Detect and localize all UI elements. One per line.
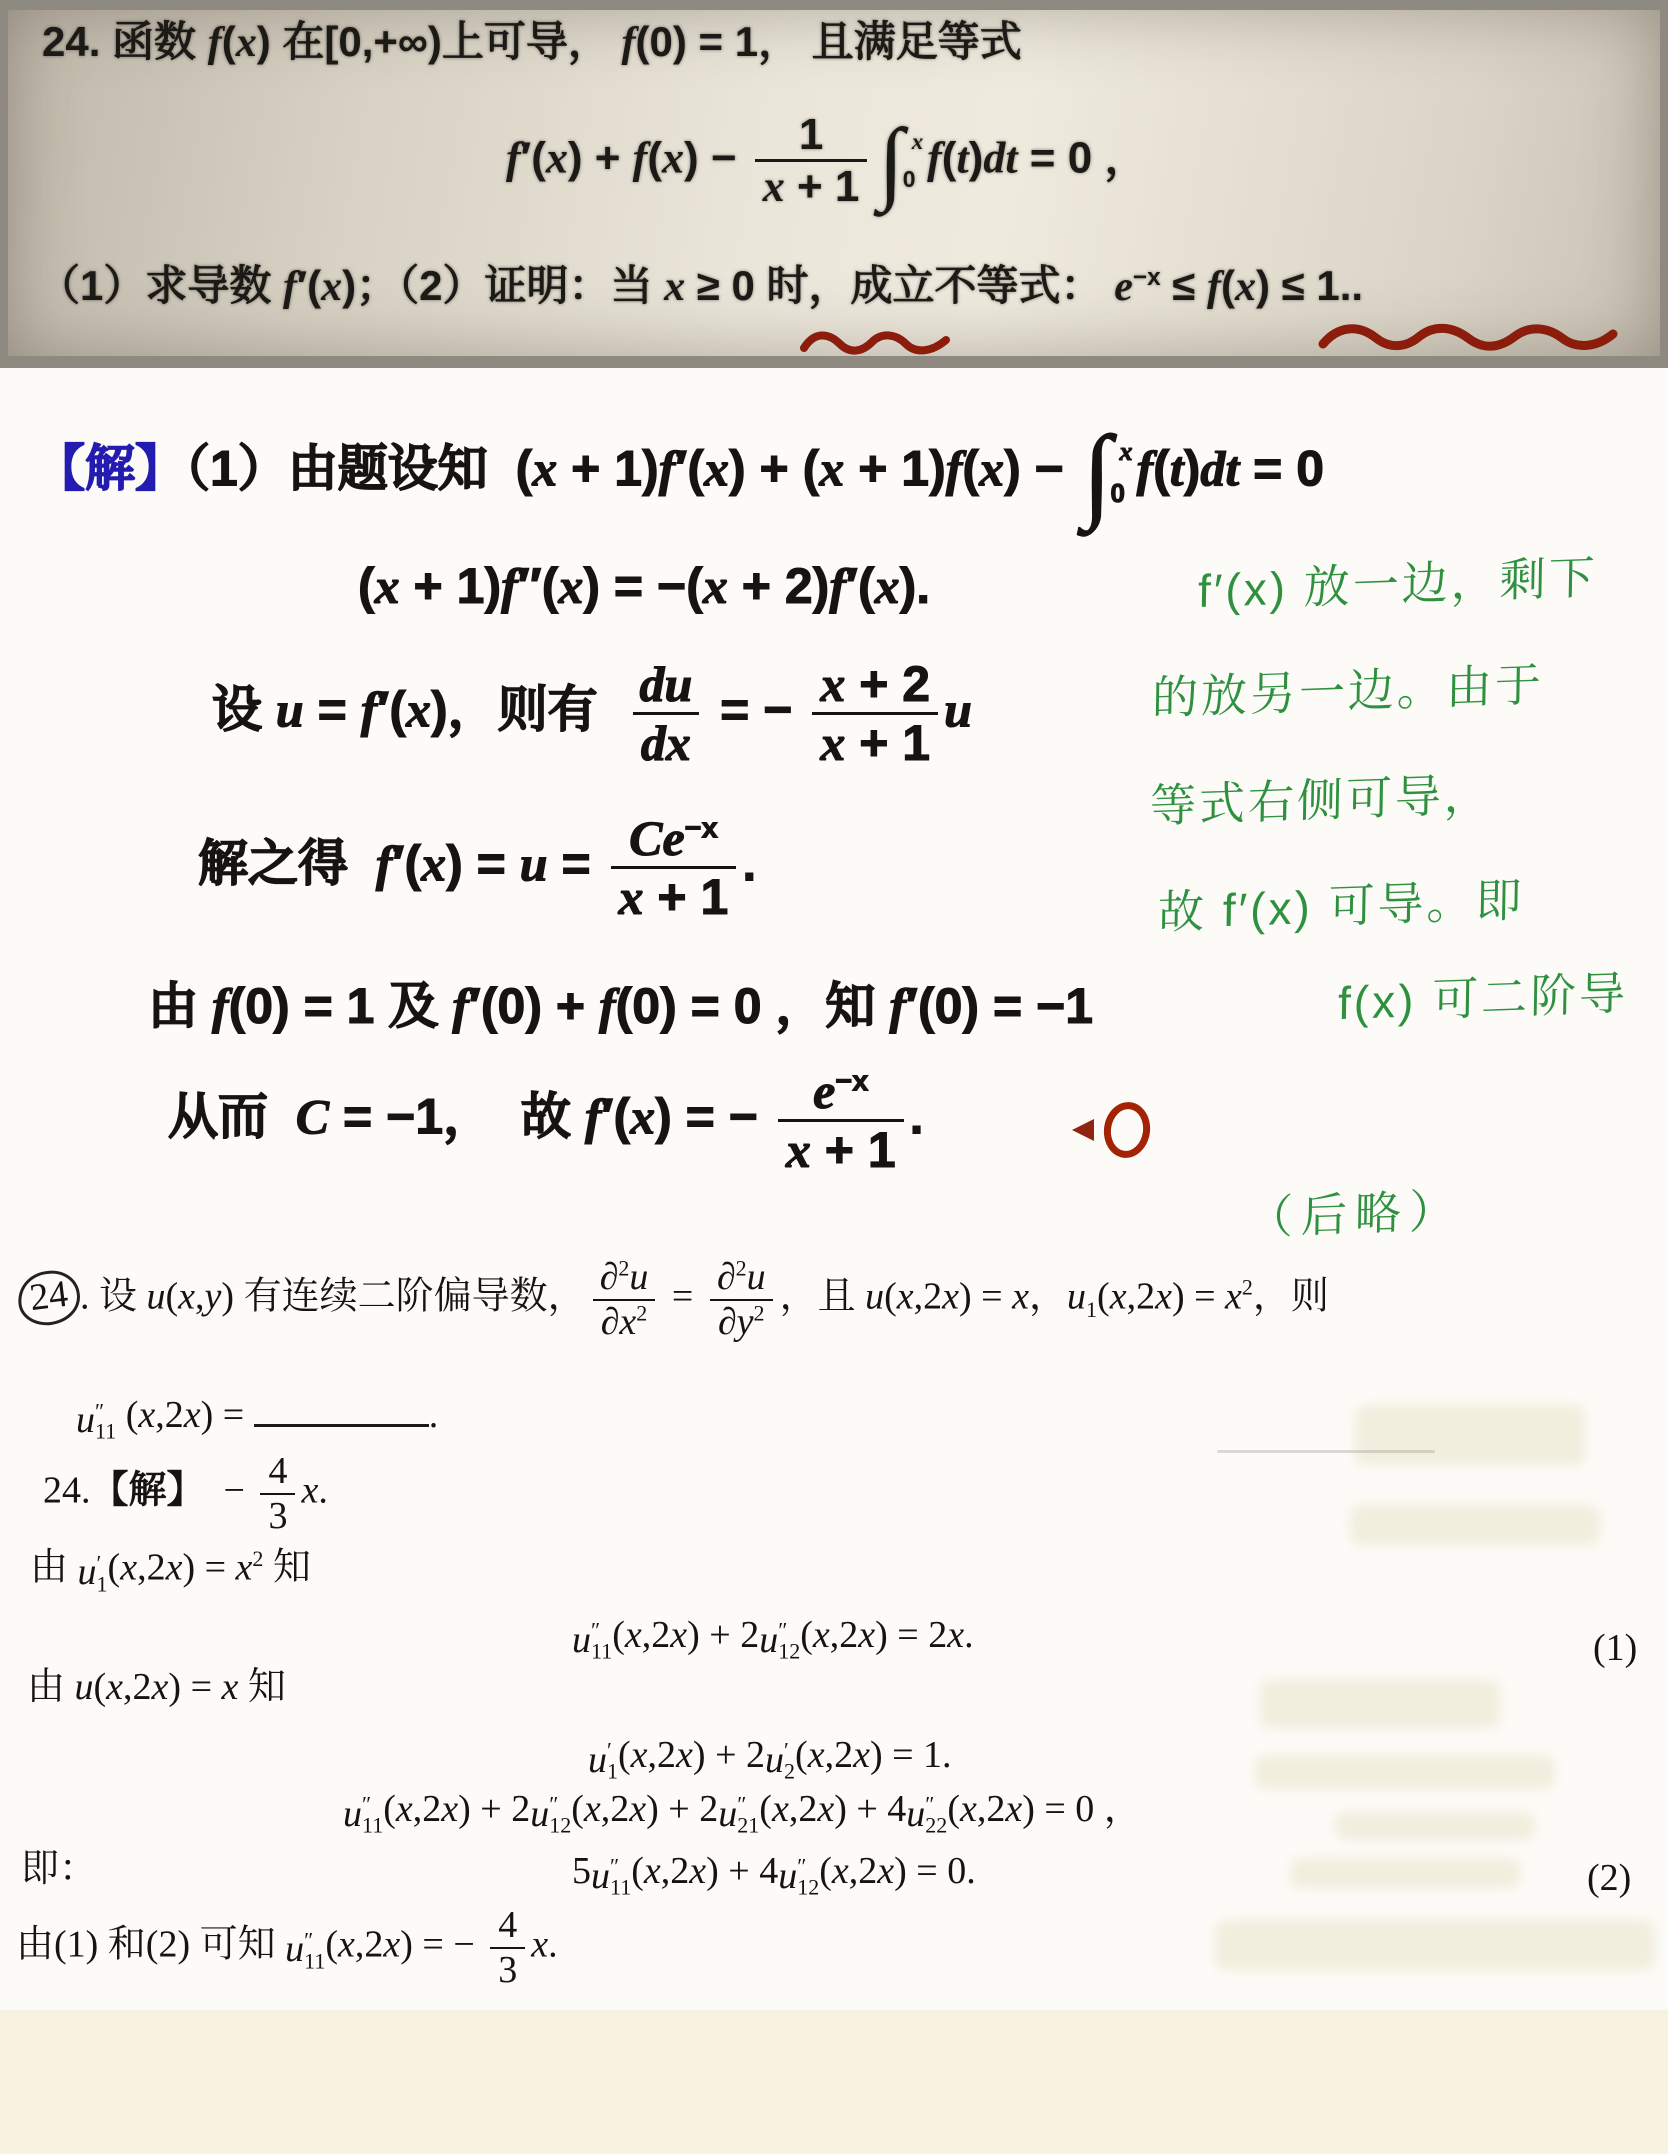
problem2-equation-1: u ″ 11 (x,2x) + 2 u ″ 12 (x,2x) = 2x. bbox=[572, 1614, 974, 1664]
solution1-step4: 解之得 f′(x) = u = $\frac{Ce^{-x}}{x + 1}$ . bbox=[198, 810, 757, 925]
red-triangle-mark bbox=[1072, 1119, 1094, 1141]
handwritten-note-line-1: f′(x) 放一边，剩下 bbox=[1197, 550, 1599, 618]
problem1-questions-line: （1）求导数 f′(x)；（2）证明：当 x ≥ 0 时，成立不等式： $e^{-x} \le f(x) \le 1$.. bbox=[38, 262, 1364, 310]
solution1-step6: 从而 C = −1， 故 f′(x) = − $\frac{e^{-x}}{x + 1}$ . bbox=[168, 1063, 924, 1178]
problem2-blank-line: u ″ 11 (x,2x) = . bbox=[76, 1388, 438, 1442]
bleed-through-smudge bbox=[1215, 1920, 1655, 1970]
bleed-through-smudge bbox=[1350, 1505, 1600, 1545]
problem2-ji-label: 即： bbox=[21, 1848, 98, 1890]
red-circle-mark bbox=[1100, 1099, 1153, 1161]
bleed-through-smudge bbox=[1355, 1405, 1585, 1465]
equation-number-1: (1) bbox=[1593, 1627, 1638, 1669]
bleed-through-smudge bbox=[1260, 1680, 1500, 1728]
faint-gray-line bbox=[1217, 1450, 1435, 1453]
handwritten-note-line-2: 的放另一边。由于 bbox=[1151, 658, 1545, 724]
red-wavy-underline-1 bbox=[800, 330, 950, 358]
handwritten-note-houlue: （后略） bbox=[1246, 1184, 1464, 1244]
handwritten-note-line-4: 故 f′(x) 可导。即 bbox=[1157, 873, 1525, 939]
solution1-step1: 【解】（1）由题设知 (x + 1)f′(x) + (x + 1)f(x) − ∫ x 0 f(t)dt = 0 bbox=[35, 414, 1325, 531]
problem2-equation-2: u ′ 1 (x,2x) + 2 u ′ 2 (x,2x) = 1. bbox=[588, 1734, 952, 1784]
solution1-step3: 设 u = f′(x)，则有 $\frac{du}{dx}$ = − $\frac{x + 2}{x + 1}$ u bbox=[212, 656, 972, 771]
problem1-equation: f′(x) + f(x) − $\frac{1}{x + 1}$ ∫ x 0 f(t)dt = 0 ， bbox=[506, 109, 1149, 212]
problem2-answer: 24.【解】 − $\frac{4}{3}$ x. bbox=[43, 1450, 328, 1537]
red-wavy-underline-2 bbox=[1318, 322, 1618, 356]
bleed-through-smudge bbox=[1255, 1755, 1555, 1789]
red-check-mark bbox=[1072, 1102, 1150, 1158]
bleed-through-smudge bbox=[1335, 1812, 1535, 1840]
solution1-step5: 由 f(0) = 1 及 f′(0) + f(0) = 0 ，知 f′(0) = −1 bbox=[148, 978, 1094, 1034]
problem1-intro-line: 24. 函数 f(x) 在[0,+∞)上可导， f(0) = 1， 且满足等式 bbox=[42, 18, 1022, 66]
problem2-step1-label: 由 u ′ 1 $(x,2x) = x^2$ 知 bbox=[30, 1546, 311, 1597]
problem2-equation-4: 5 u ″ 11 (x,2x) + 4 u ″ 12 (x,2x) = 0. bbox=[572, 1850, 976, 1900]
problem2-equation-3: u ″ 11 (x,2x) + 2 u ″ 12 (x,2x) + 2 u ″ 21 (x,2x) + 4 u ″ 22 (x,2x) = 0 ， bbox=[343, 1788, 1142, 1838]
page-bottom-strip bbox=[0, 2010, 1668, 2154]
handwritten-note-line-5: f(x) 可二阶导 bbox=[1337, 966, 1629, 1030]
handwritten-note-line-3: 等式右侧可导， bbox=[1149, 767, 1494, 833]
photo-background bbox=[8, 10, 1660, 356]
solution1-step2: (x + 1)f″(x) = −(x + 2)f′(x). bbox=[358, 558, 931, 614]
problem2-conclusion: 由(1) 和(2) 可知 u ″ 11 (x,2x) = − $\frac{4}{3}$ x. bbox=[16, 1904, 558, 1991]
equation-number-2: (2) bbox=[1587, 1857, 1632, 1899]
problem2-statement: 24 . 设 u(x,y) 有连续二阶偏导数， $\frac{\partial^2u}{\partial x^2}$ = $\frac{\partial^2u}{\partial y^2}$ ，且 u(x,2x) = x，$u_1(x,2x) = x^2$，则 bbox=[18, 1256, 1329, 1343]
bleed-through-smudge bbox=[1290, 1858, 1520, 1888]
photo-problem-section bbox=[0, 0, 1668, 368]
problem2-step2-label: 由 u(x,2x) = x 知 bbox=[27, 1666, 286, 1708]
